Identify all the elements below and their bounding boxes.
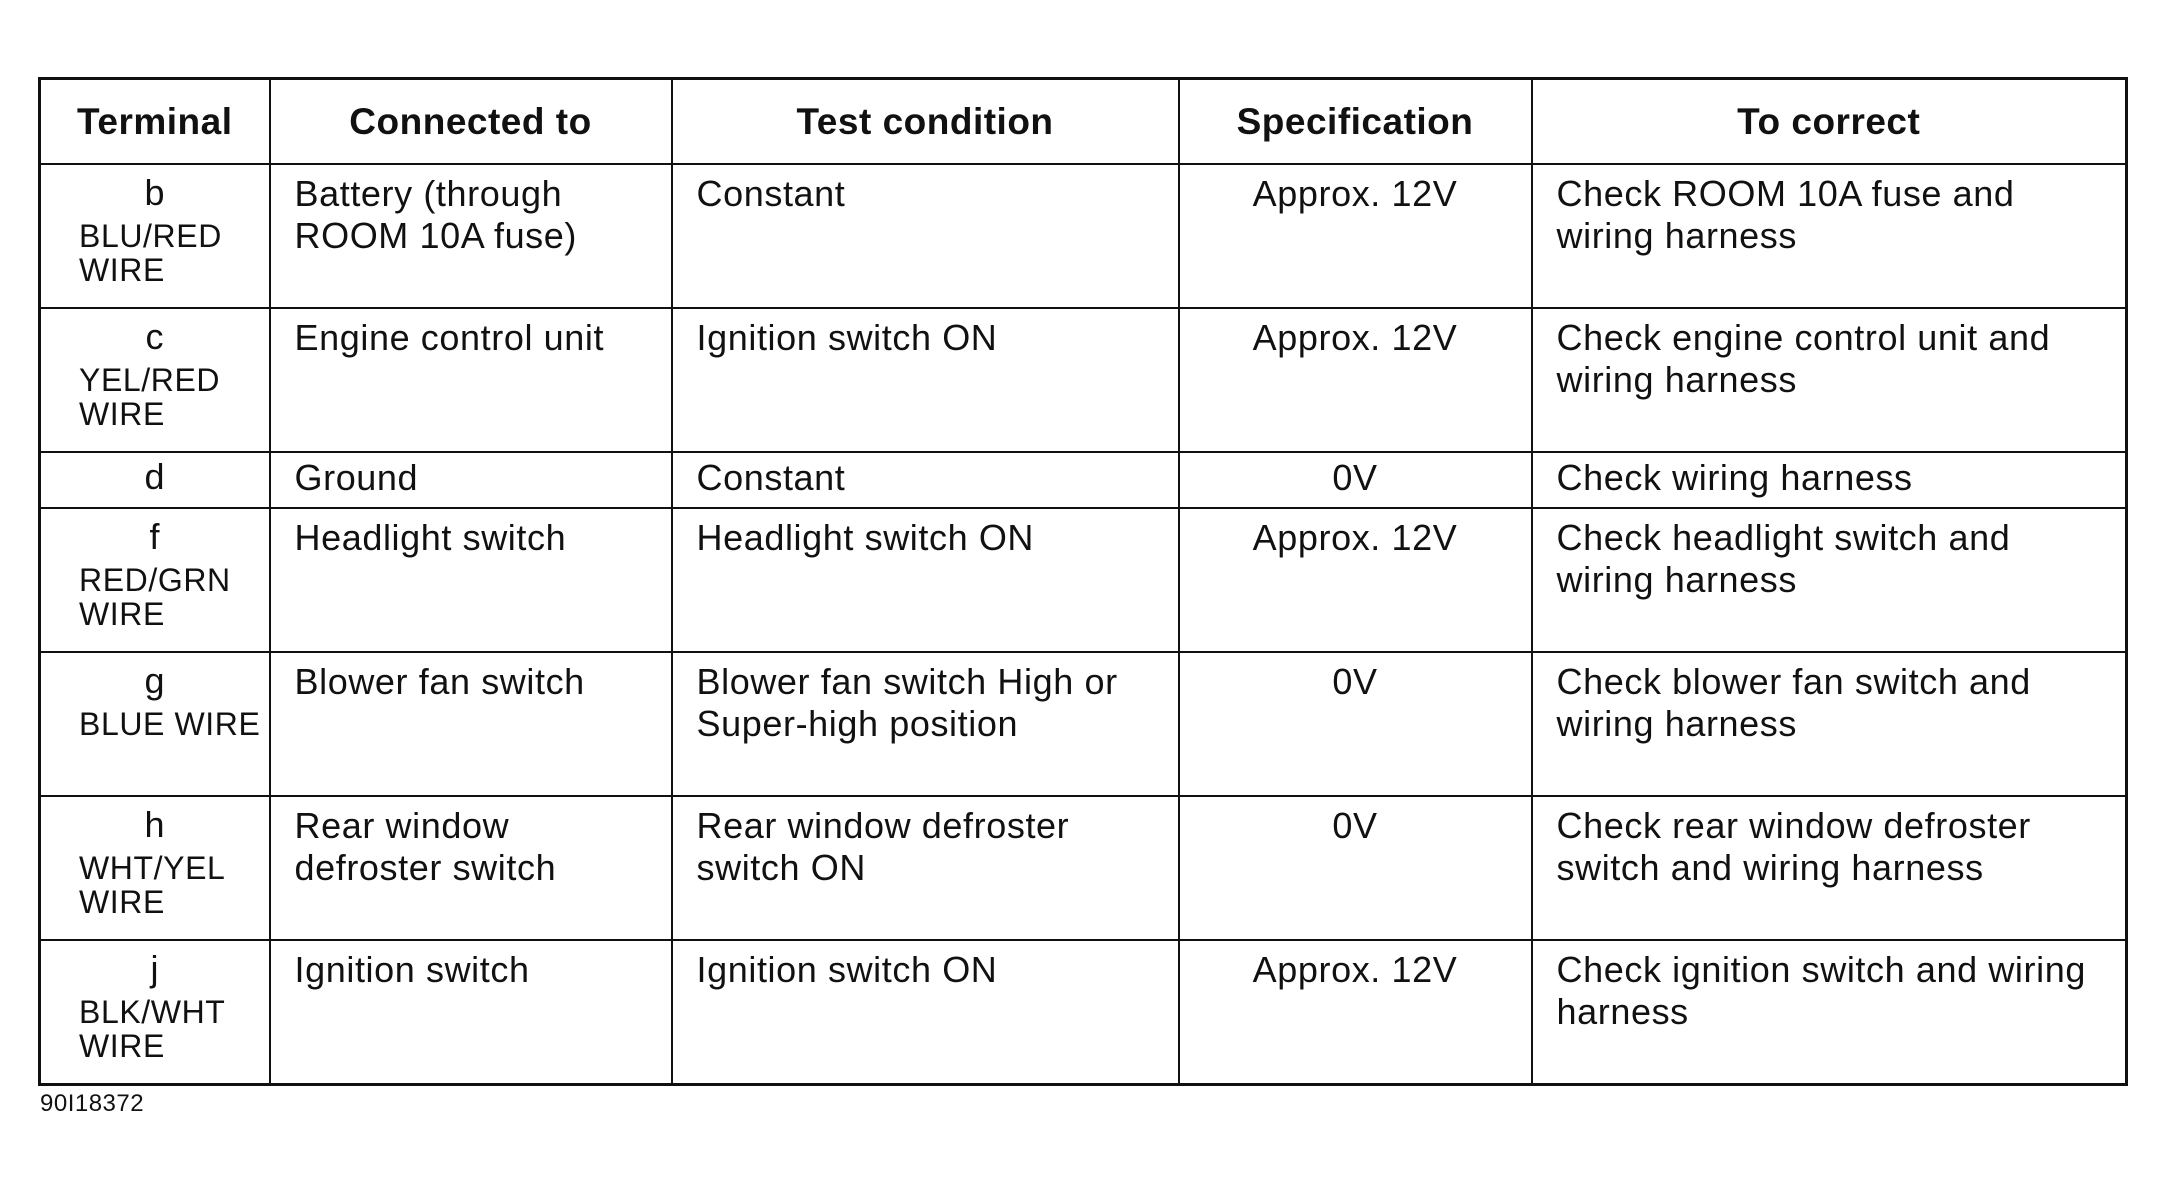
header-row	[40, 79, 2127, 165]
specification-cell: Approx. 12V	[1179, 308, 1532, 452]
to-correct-cell: Check engine control unit and wiring harness	[1532, 308, 2127, 452]
figure-code: 90I18372	[40, 1090, 145, 1117]
wire-color: BLUE WIRE	[79, 706, 261, 742]
test-condition-cell: Ignition switch ON	[672, 940, 1179, 1085]
terminal-cell	[40, 308, 270, 452]
terminal-cell	[40, 940, 270, 1085]
to-correct-cell: Check blower fan switch and wiring harness	[1532, 652, 2127, 796]
terminal-cell	[40, 508, 270, 652]
terminal-letter: h	[144, 804, 166, 845]
terminal-letter: g	[144, 660, 166, 701]
specification-cell: Approx. 12V	[1179, 940, 1532, 1085]
connected-to-cell: Engine control unit	[270, 308, 672, 452]
wire-color: BLK/WHT WIRE	[79, 994, 225, 1064]
specification-cell: 0V	[1179, 652, 1532, 796]
header-test-condition: Test condition	[672, 79, 1179, 165]
specification-cell: 0V	[1179, 452, 1532, 508]
terminal-letter: j	[150, 948, 160, 989]
connected-to-cell: Blower fan switch	[270, 652, 672, 796]
header-connected-to: Connected to	[270, 79, 672, 165]
header-to-correct: To correct	[1532, 79, 2127, 165]
to-correct-cell: Check ignition switch and wiring harness	[1532, 940, 2127, 1085]
to-correct-cell: Check headlight switch and wiring harness	[1532, 508, 2127, 652]
wire-color: BLU/RED WIRE	[79, 218, 222, 288]
terminal-cell	[40, 164, 270, 308]
table-row	[40, 308, 2127, 452]
table-row	[40, 940, 2127, 1085]
terminal-letter: c	[145, 316, 165, 357]
terminal-letter: f	[149, 516, 161, 557]
terminal-letter: d	[144, 456, 166, 497]
terminal-cell	[40, 652, 270, 796]
table-row	[40, 508, 2127, 652]
specification-cell: Approx. 12V	[1179, 508, 1532, 652]
table-row	[40, 452, 2127, 508]
header-terminal: Terminal	[40, 79, 270, 165]
connected-to-cell: Ground	[270, 452, 672, 508]
connected-to-cell: Rear window defroster switch	[270, 796, 672, 940]
table-row	[40, 164, 2127, 308]
terminal-cell	[40, 452, 270, 508]
wire-color: RED/GRN WIRE	[79, 562, 231, 632]
specification-cell: 0V	[1179, 796, 1532, 940]
connected-to-cell: Ignition switch	[270, 940, 672, 1085]
test-condition-cell: Constant	[672, 164, 1179, 308]
test-condition-cell: Rear window defroster switch ON	[672, 796, 1179, 940]
to-correct-cell: Check rear window defroster switch and wiring harness	[1532, 796, 2127, 940]
terminal-letter: b	[144, 172, 166, 213]
to-correct-cell: Check ROOM 10A fuse and wiring harness	[1532, 164, 2127, 308]
test-condition-cell: Headlight switch ON	[672, 508, 1179, 652]
test-condition-cell: Ignition switch ON	[672, 308, 1179, 452]
test-condition-cell: Blower fan switch High or Super-high position	[672, 652, 1179, 796]
connected-to-cell: Headlight switch	[270, 508, 672, 652]
connected-to-cell: Battery (through ROOM 10A fuse)	[270, 164, 672, 308]
terminal-cell	[40, 796, 270, 940]
specification-cell: Approx. 12V	[1179, 164, 1532, 308]
wire-color: WHT/YEL WIRE	[79, 850, 225, 920]
table-row	[40, 652, 2127, 796]
terminal-spec-table	[38, 77, 2128, 1086]
test-condition-cell: Constant	[672, 452, 1179, 508]
header-specification: Specification	[1179, 79, 1532, 165]
to-correct-cell: Check wiring harness	[1532, 452, 2127, 508]
table-row	[40, 796, 2127, 940]
wire-color: YEL/RED WIRE	[79, 362, 221, 432]
